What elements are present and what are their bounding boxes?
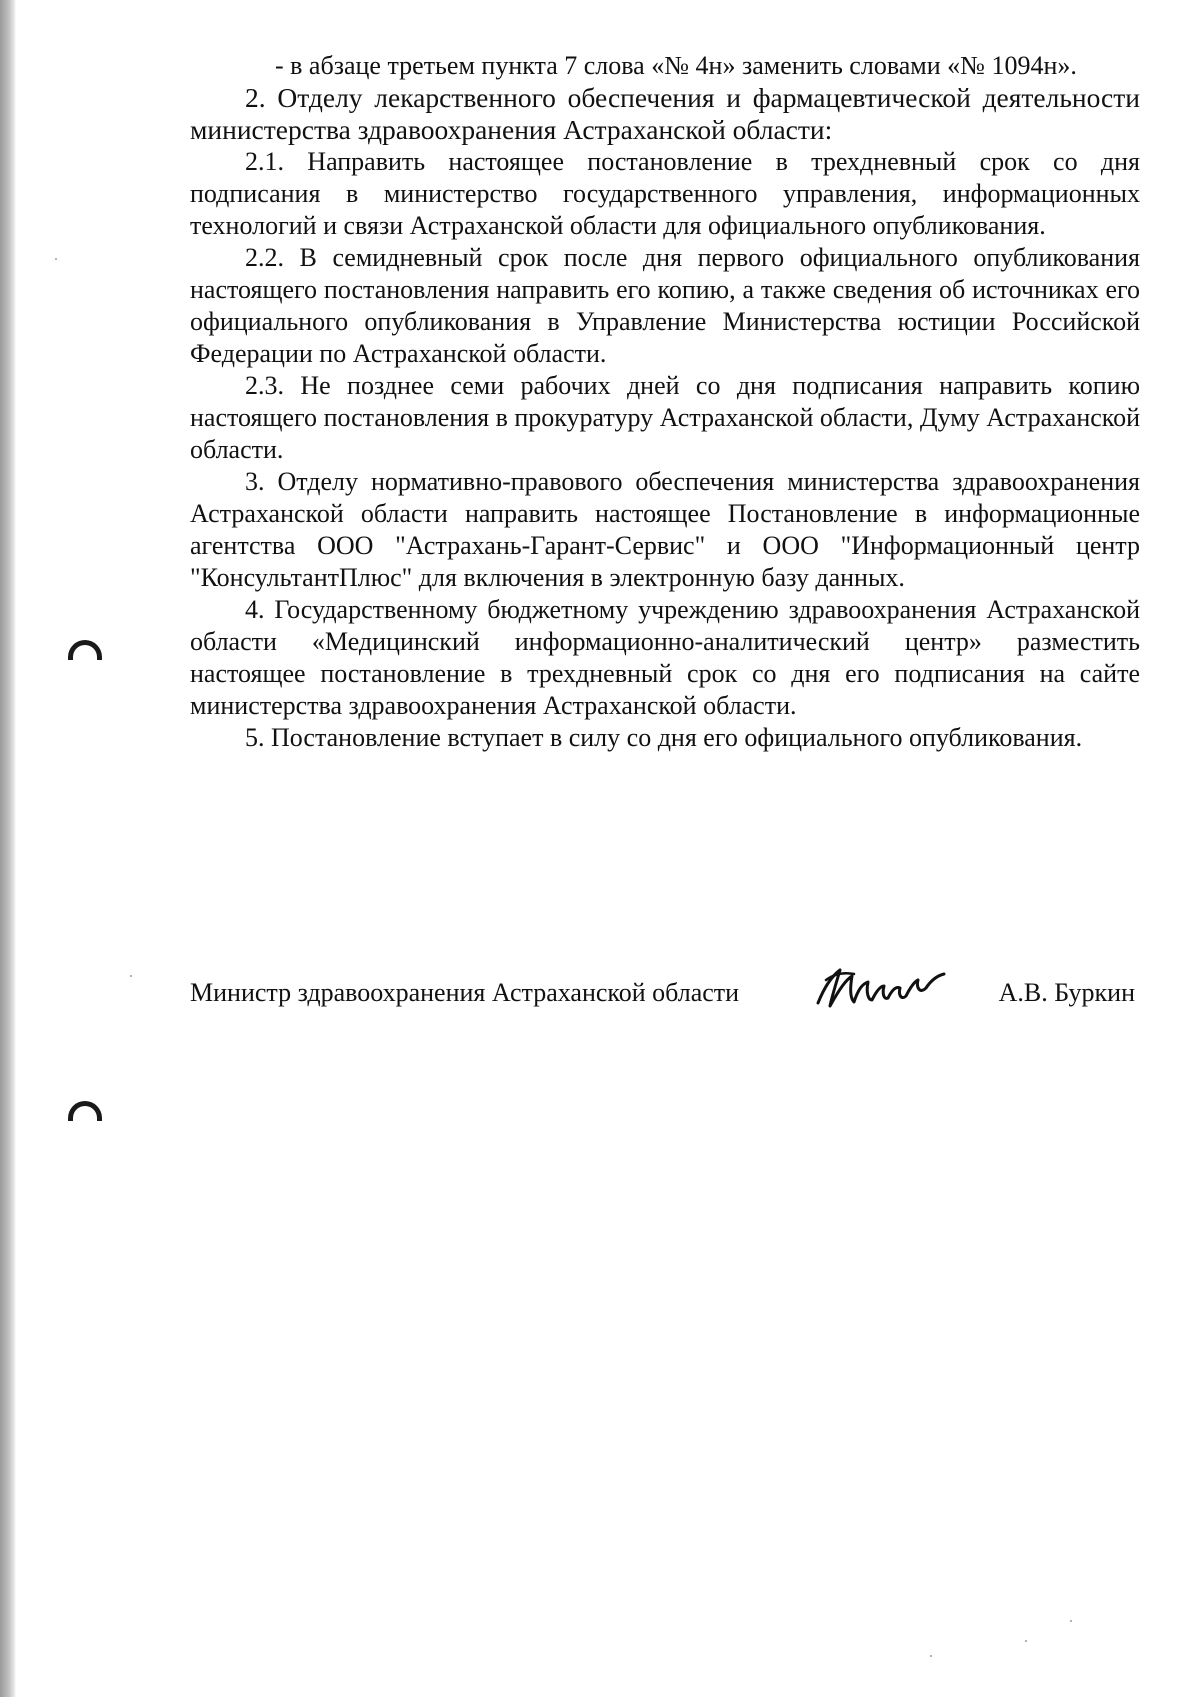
paragraph-item-5: 5. Постановление вступает в силу со дня его официального опубликования. [245, 723, 1083, 752]
signatory-title: Министр здравоохранения Астраханской области [190, 978, 740, 1007]
scan-speck [130, 975, 132, 977]
handwritten-signature [810, 958, 960, 1018]
document-body [190, 50, 1140, 754]
paragraph-item-2: 2. Отделу лекарственного обеспечения и фармацевтической деятельности министерства здравоохранения Астраханской области: [190, 82, 1140, 145]
signature-block [190, 958, 1150, 1018]
scan-speck [930, 1655, 932, 1657]
paragraph-item-2-3: 2.3. Не позднее семи рабочих дней со дня подписания направить копию настоящего постановления в прокуратуру Астраханской области, Думу Астраханской области. [190, 371, 1140, 464]
scan-speck [55, 258, 57, 260]
paragraph-item-2-1: 2.1. Направить настоящее постановление в трехдневный срок со дня подписания в министерство государственного управления, информационных технологий и связи Астраханской области для официального опубликования. [190, 147, 1140, 240]
punch-hole-mark [68, 1101, 102, 1121]
paragraph-item-4: 4. Государственному бюджетному учреждению здравоохранения Астраханской области «Медицинский информационно-аналитический центр» разместить настоящее постановление в трехдневный срок со дня его подписания на сайте министерства здравоохранения Астраханской области. [190, 595, 1140, 720]
punch-hole-mark [68, 640, 102, 660]
paragraph-amendment: - в абзаце третьем пункта 7 слова «№ 4н» заменить словами «№ 1094н». [275, 51, 1077, 80]
scan-speck [1025, 1640, 1027, 1642]
signatory-name: А.В. Буркин [998, 978, 1135, 1007]
scan-speck [1070, 1620, 1072, 1622]
scan-left-edge [0, 0, 16, 1697]
paragraph-item-2-2: 2.2. В семидневный срок после дня первого официального опубликования настоящего постановления направить его копию, а также сведения об источниках его официального опубликования в Управление Министерства юстиции Российской Федерации по Астраханской области. [190, 243, 1140, 368]
paragraph-item-3: 3. Отделу нормативно-правового обеспечения министерства здравоохранения Астраханской области направить настоящее Постановление в информационные агентства ООО "Астрахань-Гарант-Сервис" и ООО "Информационный центр "КонсультантПлюс" для включения в электронную базу данных. [190, 467, 1140, 592]
